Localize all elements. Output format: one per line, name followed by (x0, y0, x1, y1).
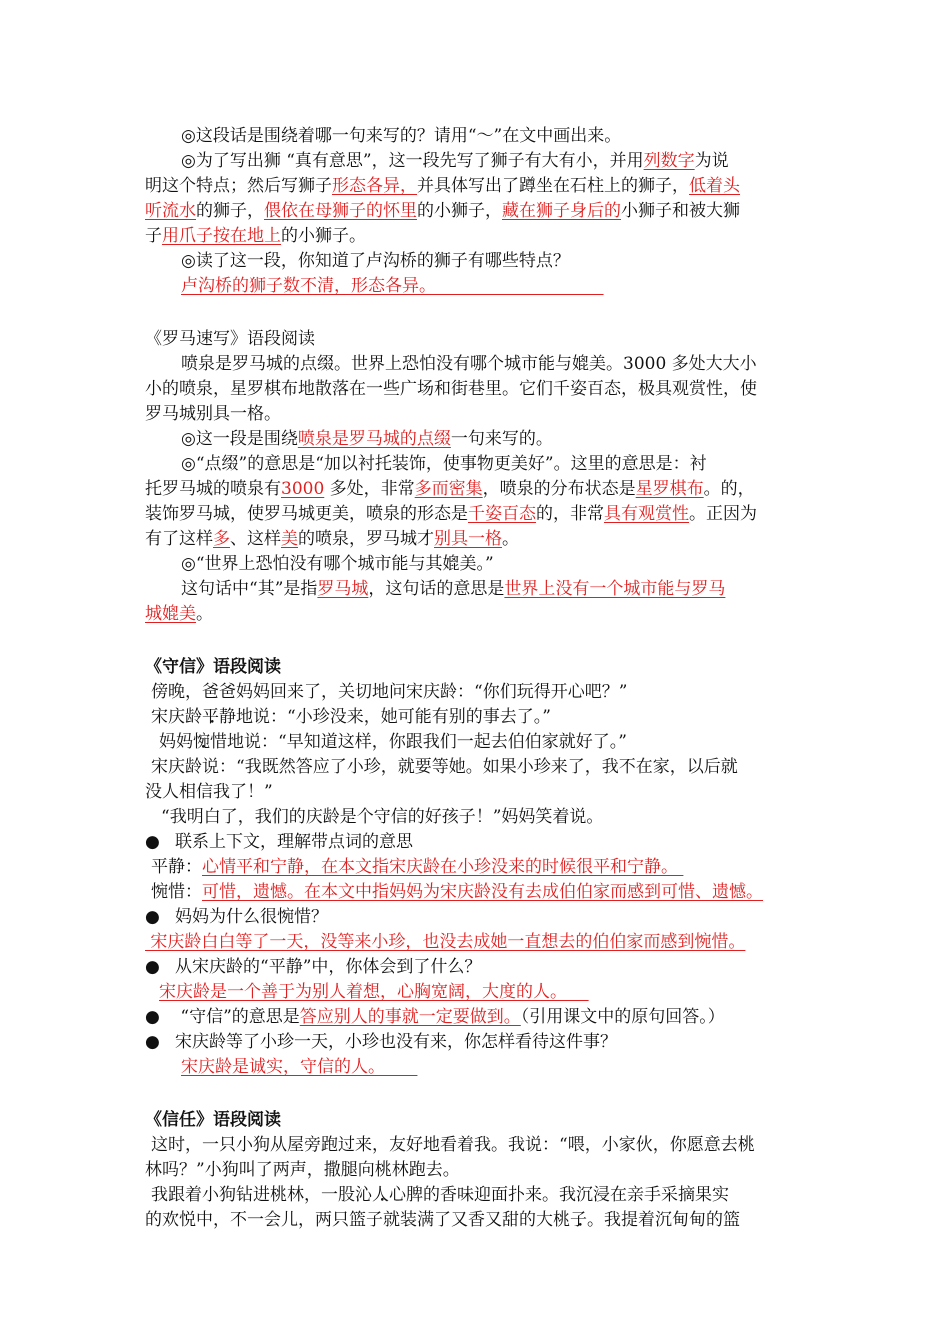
text: 宋庆龄等了小珍一天，小珍也没有来，你怎样看待这件事？ (175, 1032, 617, 1052)
shouxin-word-2 (145, 880, 815, 905)
lion-question-2-cont (145, 224, 815, 249)
text: 联系上下文，理解带点词的意思 (175, 832, 413, 852)
bullet-icon: ● (145, 957, 160, 977)
shouxin-bullet-4 (145, 1005, 815, 1030)
answer: 听流水 (145, 201, 196, 221)
answer: 城媲美 (145, 604, 196, 624)
answer: 可惜，遗憾。在本文中指妈妈为宋庆龄没有去成伯伯家而感到可惜、遗憾。 (202, 882, 763, 902)
rome-answer-3-cont (145, 602, 815, 627)
text: 这句话中“其”是指 (181, 579, 318, 599)
text: 妈妈为什么很惋惜？ (175, 907, 328, 927)
text: 。 (502, 529, 519, 549)
answer: 宋庆龄白白等了一天，没等来小珍，也没去成她一直想去的伯伯家而感到惋惜。 (145, 932, 746, 952)
text: 宋庆龄 (151, 707, 202, 727)
rome-paragraph: 罗马城别具一格。 (145, 404, 281, 424)
text: 托罗马城的喷泉有 (145, 479, 281, 499)
answer: 形态各异， (332, 176, 417, 196)
text: 的小狮子， (417, 201, 502, 221)
answer: 喷泉是罗马城的点缀 (297, 429, 451, 449)
answer: 罗马城 (317, 579, 369, 599)
rome-question-2: ◎“点缀”的意思是“加以衬托装饰，使事物更美好”。这里的意思是：衬 (181, 454, 707, 474)
text: 。正因为 (689, 504, 757, 524)
lion-question-3: ◎读了这一段，你知道了卢沟桥的狮子有哪些特点？ (181, 251, 570, 271)
rome-question-2-cont (145, 527, 815, 552)
answer-blank (436, 276, 604, 296)
answer: 列数字 (643, 151, 695, 171)
text: 并具体写出了蹲坐在石柱上的狮子， (417, 176, 689, 196)
bullet-icon: ● (145, 1032, 160, 1052)
text: 的，非常 (536, 504, 604, 524)
text: 妈妈 (159, 732, 193, 752)
text: 为说 (694, 151, 729, 171)
text: 明这个特点；然后写狮子 (145, 176, 332, 196)
text: 一句来写的。 (450, 429, 553, 449)
answer: 偎依在母狮子的怀里 (264, 201, 417, 221)
shouxin-line: “我明白了，我们的庆龄是个守信的好孩子！”妈妈笑着说。 (161, 807, 604, 827)
rome-paragraph: 小的喷泉，星罗棋布地散落在一些广场和街巷里。它们千姿百态，极具观赏性，使 (145, 379, 757, 399)
xinren-title: 《信任》语段阅读 (145, 1110, 281, 1130)
xinren-line (145, 1208, 815, 1233)
shouxin-bullet-3 (145, 955, 815, 980)
answer: 心情平和宁静，在本文指宋庆龄在小珍没来的时候很平和宁静。 (202, 857, 684, 877)
shouxin-bullet-5 (145, 1030, 815, 1055)
text: ，喷泉的分布状态是 (482, 479, 636, 499)
shouxin-answer-2 (145, 930, 815, 955)
rome-question-2-cont (145, 502, 815, 527)
lion-question-2 (145, 149, 815, 174)
rome-paragraph: 喷泉是罗马城的点缀。世界上恐怕没有哪个城市能与媲美。3000 多处大大小 (181, 354, 757, 374)
lion-question-2-cont (145, 199, 815, 224)
text: 心脾的香味迎面扑来。我沉浸在亲手采摘果实 (389, 1185, 729, 1205)
rome-question-2-cont (145, 477, 815, 502)
text: 的狮子， (196, 201, 264, 221)
dotted-char: 子 (570, 1210, 587, 1230)
shouxin-line: 没人相信我了！” (145, 782, 273, 802)
text: ◎这一段是围绕 (181, 429, 298, 449)
text: 小狮子和被大狮 (621, 201, 740, 221)
dotted-char: 人 (372, 1185, 389, 1205)
xinren-line: 林吗？”小狗叫了两声，撒腿向桃林跑去。 (145, 1160, 460, 1180)
lion-question-1: ◎这段话是围绕着哪一句来写的？请用“～”在文中画出来。 (181, 126, 622, 146)
text: 静地说：“小珍没来，她可能有别的事去了。” (219, 707, 551, 727)
answer: 藏在狮子身后的 (502, 201, 621, 221)
text: 的喷泉，罗马城才 (298, 529, 434, 549)
lion-question-2-cont (145, 174, 815, 199)
lion-answer-3 (145, 274, 815, 299)
text: 。 (196, 604, 213, 624)
text: 。的， (703, 479, 755, 499)
rome-question-1 (145, 427, 815, 452)
answer: 美 (281, 529, 298, 549)
answer: 千姿百态 (468, 504, 536, 524)
shouxin-bullet-1 (145, 830, 815, 855)
answer: 3000 (281, 479, 325, 499)
answer: 用爪子按在地上 (162, 226, 281, 246)
dotted-char: 惋 (193, 732, 210, 752)
answer: 星罗棋布 (635, 479, 704, 499)
xinren-line (145, 1183, 815, 1208)
bullet-icon: ● (145, 1007, 160, 1027)
shouxin-line: 傍晚，爸爸妈妈回来了，关切地问宋庆龄：“你们玩得开心吧？” (151, 682, 628, 702)
answer: 卢沟桥的狮子数不清，形态各异。 (181, 276, 436, 296)
text: 惜地说：“早知道这样，你跟我们一起去伯伯家就好了。” (210, 732, 627, 752)
text: ◎为了写出狮 “真有意思”，这一段先写了狮子有大有小，并用 (181, 151, 644, 171)
answer: 别具一格 (434, 529, 502, 549)
shouxin-answer-3 (145, 980, 815, 1005)
shouxin-line (145, 705, 815, 730)
answer: 答应别人的事就一定要做到。 (299, 1007, 521, 1027)
rome-title: 《罗马速写》语段阅读 (145, 329, 315, 349)
answer: 低着头 (689, 176, 740, 196)
text: 的小狮子。 (281, 226, 366, 246)
text: 有了这样 (145, 529, 213, 549)
shouxin-word-1 (145, 855, 815, 880)
text: ，这句话的意思是 (368, 579, 505, 599)
shouxin-answer-5 (145, 1055, 815, 1080)
answer: 宋庆龄是诚实，守信的人。 (181, 1057, 418, 1077)
xinren-line: 这时，一只小狗从屋旁跑过来，友好地看着我。我说：“喂，小家伙，你愿意去桃 (151, 1135, 755, 1155)
bullet-icon: ● (145, 832, 160, 852)
text: 装饰罗马城，使罗马城更美，喷泉的形态是 (145, 504, 468, 524)
shouxin-line (145, 730, 815, 755)
text: 多处，非常 (324, 479, 415, 499)
shouxin-bullet-2 (145, 905, 815, 930)
bullet-icon: ● (145, 907, 160, 927)
dotted-char: 平 (202, 707, 219, 727)
text: 、这样 (230, 529, 281, 549)
rome-answer-3 (145, 577, 815, 602)
text: 。我提着沉甸甸的篮 (587, 1210, 740, 1230)
text: 我跟着小狗钻进桃林，一股沁 (151, 1185, 372, 1205)
text: “守信”的意思是 (175, 1007, 300, 1027)
text: 平静： (151, 857, 202, 877)
answer: 世界上没有一个城市能与罗马 (504, 579, 726, 599)
rome-question-3: ◎“世界上恐怕没有哪个城市能与其媲美。” (181, 554, 494, 574)
text: 的欢悦中，不一会儿，两只篮子就装满了又香又甜的大桃 (145, 1210, 570, 1230)
answer: 多而密集 (414, 479, 483, 499)
text: 从宋庆龄的“平静”中，你体会到了什么？ (175, 957, 482, 977)
text: 子 (145, 226, 162, 246)
text: （引用课文中的原句回答。） (520, 1007, 725, 1027)
answer: 宋庆龄是一个善于为别人着想，心胸宽阔，大度的人。 (159, 982, 589, 1002)
answer: 多 (213, 529, 230, 549)
document-page (145, 124, 815, 1233)
text: 惋惜： (151, 882, 202, 902)
shouxin-line: 宋庆龄说：“我既然答应了小珍，就要等她。如果小珍来了，我不在家，以后就 (151, 757, 738, 777)
answer: 具有观赏性 (604, 504, 689, 524)
shouxin-title: 《守信》语段阅读 (145, 657, 281, 677)
